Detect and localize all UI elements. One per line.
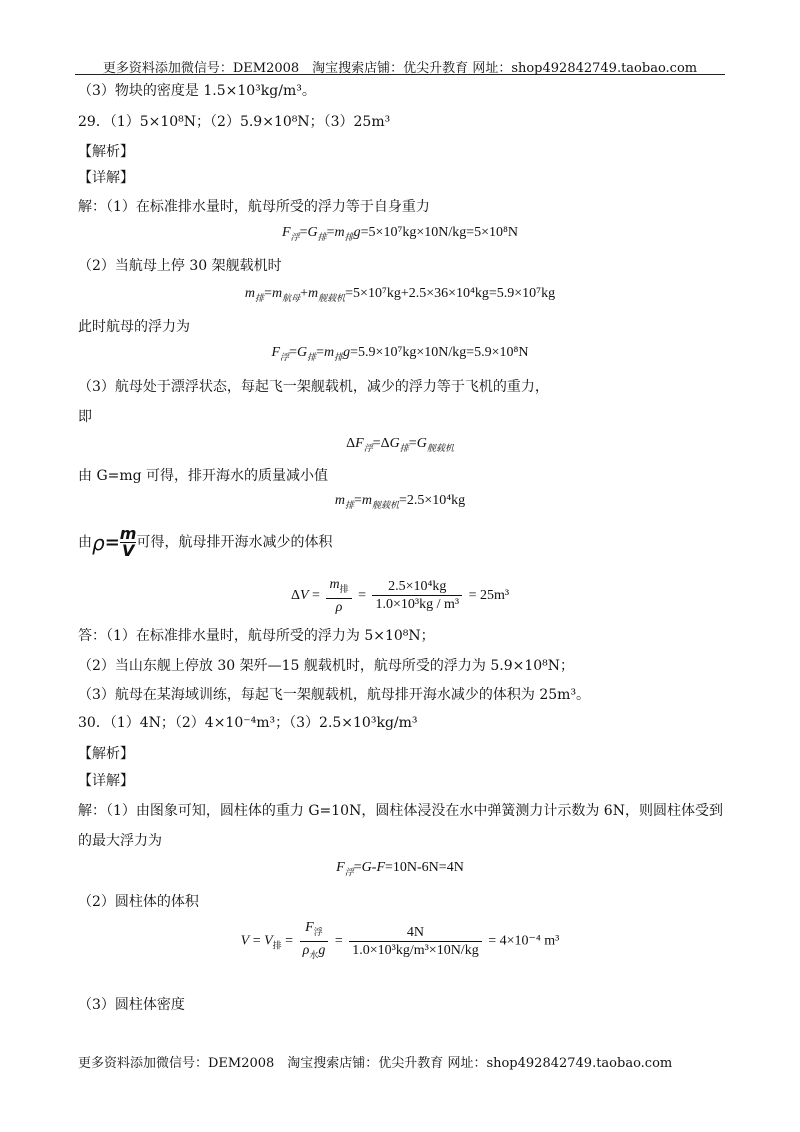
- equation-buoyancy-2: $F_浮=G_排=m_排g=5.9\times 10^7kg\times 10N/kg=5.9\times 10^8N$: [271, 345, 529, 362]
- equation-delta-buoyancy: $\Delta F_浮=\Delta G_排=G_{舰载机}$: [346, 436, 454, 453]
- q29-answers: 29．（1）5×10⁸N；（2）5.9×10⁸N；（3）25m³: [78, 114, 391, 130]
- equation-mass-decrease: $m_排=m_{舰载机}=2.5\times 10^4kg$: [334, 493, 466, 510]
- q29-buoyancy-intro: 此时航母的浮力为: [78, 319, 190, 335]
- page-footer: 更多资料添加微信号：DEM2008 淘宝搜索店铺：优尖升教育 网址：shop492842749.taobao.com: [78, 1056, 673, 1071]
- line-density-answer: （3）物块的密度是 1.5×10³kg/m³。: [78, 83, 316, 99]
- equation-buoyancy-1: $F_浮=G_排=m_排g=5\times 10^7kg\times 10N/kg=5\times 10^8N$: [281, 225, 519, 242]
- equation-volume-decrease: ΔV = $\frac{m_排}{\rho}$ = $\frac{\text{2.5×10⁴kg}}{\text{1.0×10³kg / m³}}$ = 25m³: [290, 577, 510, 615]
- q29-step2-text: （2）当航母上停 30 架舰载机时: [78, 258, 282, 274]
- q29-analysis-heading: 【解析】: [78, 144, 134, 160]
- q30-answers: 30．（1）4N；（2）4×10⁻⁴m³；（3）2.5×10³kg/m³: [78, 715, 418, 731]
- q30-step1-text: 解：（1）由图象可知，圆柱体的重力 G=10N，圆柱体浸没在水中弹簧测力计示数为 6N，则圆柱体受到: [78, 803, 723, 819]
- q30-step3-text: （3）圆柱体密度: [78, 997, 185, 1013]
- q30-analysis-heading: 【解析】: [78, 746, 134, 762]
- q29-step1-text: 解：（1）在标准排水量时，航母所受的浮力等于自身重力: [78, 199, 430, 215]
- q29-detail-heading: 【详解】: [78, 170, 134, 186]
- q29-step3-text: （3）航母处于漂浮状态，每起飞一架舰载机，减少的浮力等于飞机的重力，: [78, 379, 549, 395]
- q29-mass-intro: 由 G=mg 可得，排开海水的质量减小值: [78, 468, 329, 484]
- q30-detail-heading: 【详解】: [78, 773, 134, 789]
- q29-step3-ji: 即: [78, 409, 92, 425]
- q30-step1-text-cont: 的最大浮力为: [78, 833, 162, 849]
- q29-answer-1: 答：（1）在标准排水量时，航母所受的浮力为 5×10⁸N；: [78, 628, 435, 644]
- q29-answer-2: （2）当山东舰上停放 30 架歼—15 舰载机时，航母所受的浮力为 5.9×10⁸N；: [78, 658, 575, 674]
- page-header: 更多资料添加微信号：DEM2008 淘宝搜索店铺：优尖升教育 网址：shop492842749.taobao.com: [102, 61, 698, 76]
- header-rule: [75, 74, 725, 75]
- equation-mass-total: $m_排=m_{航母}+m_{舰载机}=5\times 10^7kg+2.5\times 36\times 10^4kg=5.9\times 10^7kg$: [244, 286, 556, 303]
- equation-max-buoyancy: $F_浮=G-F=10N-6N=4N$: [336, 860, 464, 877]
- q29-volume-intro: 由ρ= $\frac{m}{V}$ 可得，航母排开海水减少的体积: [78, 524, 333, 560]
- q29-answer-3: （3）航母在某海域训练，每起飞一架舰载机，航母排开海水减少的体积为 25m³。: [78, 687, 591, 703]
- equation-cylinder-volume: $V = V_排$ = $\frac{F_浮}{\rho_水g}$ = $\frac{4N}{\text{1.0×10³kg/m³×10N/kg}}$ = 4×10⁻⁴ m³: [240, 920, 560, 960]
- q30-step2-text: （2）圆柱体的体积: [78, 894, 199, 910]
